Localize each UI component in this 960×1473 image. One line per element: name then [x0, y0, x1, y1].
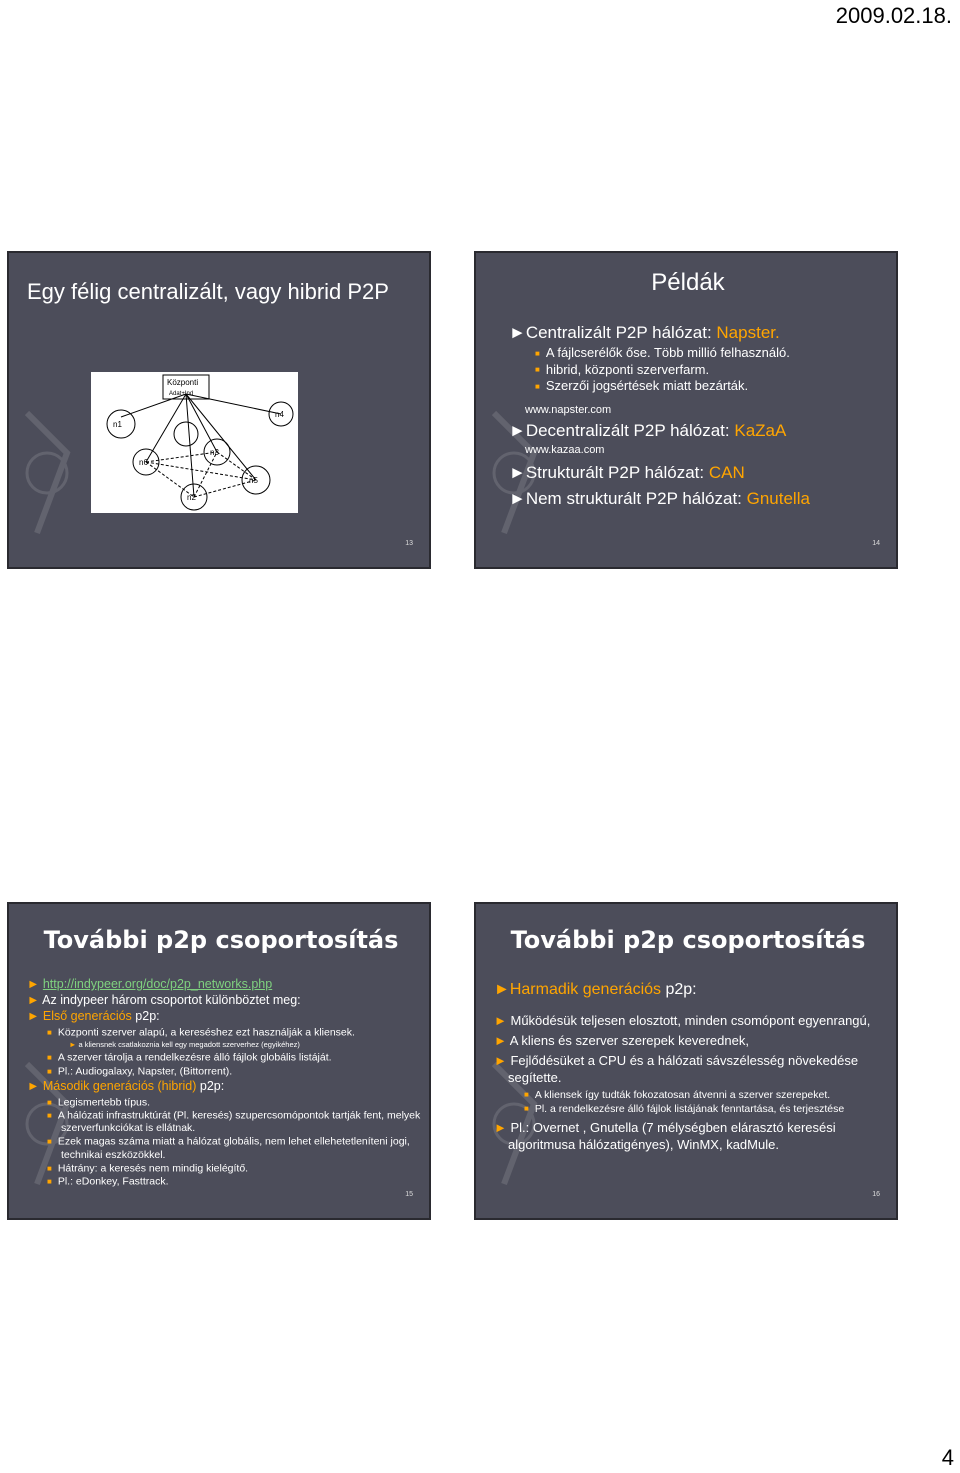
node-label: n1 [113, 420, 122, 429]
list-item: ►Centralizált P2P hálózat: Napster. [509, 323, 780, 342]
arrow-bullet-icon: ► [27, 1009, 43, 1023]
square-bullet-icon: ■ [47, 1163, 52, 1173]
list-subitem: ■ Központi szerver alapú, a kereséshez ezt használják a kliensek. [47, 1026, 355, 1039]
node-label: n6 [139, 458, 148, 467]
square-bullet-icon: ■ [47, 1066, 52, 1076]
arrow-bullet-icon: ► [27, 1078, 43, 1093]
list-subitem: ■ A fájlcserélők őse. Több millió felhasználó. [535, 345, 790, 360]
list-item: ►Nem strukturált P2P hálózat: Gnutella [509, 488, 810, 508]
arrow-bullet-icon: ► [509, 462, 526, 482]
arrow-bullet-icon: ► [509, 488, 526, 508]
arrow-bullet-icon: ► [494, 1053, 511, 1068]
square-bullet-icon: ■ [47, 1137, 52, 1147]
square-bullet-icon: ■ [47, 1111, 52, 1121]
list-item: ► Pl.: Overnet , Gnutella (7 mélységben elárasztó keresési algoritmusa hálózatigényes), WinMX, kadMule. [494, 1120, 836, 1153]
arrow-bullet-icon: ► [27, 993, 43, 1007]
server-label: Központi [167, 378, 199, 387]
list-item: ► A kliens és szerver szerepek keverednek, [494, 1033, 749, 1048]
slide-14 [474, 251, 898, 569]
list-subitem: ■ Pl. a rendelkezésre álló fájlok listájának fenntartása, és terjesztése [524, 1103, 845, 1116]
list-subitem: ■ Pl.: Audiogalaxy, Napster, (Bittorrent). [47, 1064, 233, 1077]
square-bullet-icon: ■ [535, 381, 540, 391]
list-subitem: ■ Pl.: eDonkey, Fasttrack. [47, 1175, 169, 1188]
list-subitem: ■ A hálózati infrastruktúrát (Pl. keresés) szupercsomópontok tartják fent, melyek szerverfunkciókat is ellátnak. [47, 1109, 421, 1135]
square-bullet-icon: ■ [524, 1104, 529, 1114]
slide-number: 14 [872, 540, 880, 547]
square-bullet-icon: ■ [47, 1053, 52, 1063]
slide-16 [474, 902, 898, 1220]
list-item: ►Harmadik generációs p2p: [494, 981, 697, 998]
indypeer-link[interactable]: http://indypeer.org/doc/p2p_networks.php [42, 977, 273, 991]
list-subitem: ■ Ezek magas száma miatt a hálózat globális, nem lehet ellehetetleníteni jogi, technikai eszközökkel. [47, 1135, 410, 1161]
arrow-bullet-icon: ► [494, 1013, 511, 1028]
node-label: n4 [275, 410, 284, 419]
arrow-bullet-icon: ► [27, 977, 43, 991]
list-item: ► Második generációs (hibrid) p2p: [27, 1078, 225, 1093]
slide-number: 16 [872, 1191, 880, 1198]
list-item: ► Első generációs p2p: [27, 1009, 160, 1023]
arrow-bullet-icon: ► [509, 323, 526, 342]
date-header: 2009.02.18. [835, 3, 952, 28]
slide-title: További p2p csoportosítás [43, 926, 399, 954]
list-item [27, 976, 427, 992]
list-subitem: ■ A szerver tárolja a rendelkezésre álló fájlok globális listáját. [47, 1051, 332, 1064]
slide-13 [7, 251, 431, 569]
list-subsubitem: ► a kliensnek csatlakoznia kell egy megadott szerverhez (egyikéhez) [69, 1040, 300, 1050]
node-label: n5 [249, 476, 258, 485]
list-subitem: ■ Legismertebb típus. [47, 1096, 151, 1109]
slide-title: Egy félig centralizált, vagy hibrid P2P [27, 279, 389, 304]
list-item: ►Decentralizált P2P hálózat: KaZaA [509, 420, 787, 440]
square-bullet-icon: ■ [47, 1097, 52, 1107]
list-item: ► Az indypeer három csoportot különböztet meg: [27, 993, 301, 1007]
url-text: www.kazaa.com [525, 443, 605, 456]
square-bullet-icon: ■ [524, 1090, 529, 1100]
square-bullet-icon: ■ [535, 365, 540, 375]
slide-title: Példák [651, 269, 725, 296]
node-label: n3 [210, 448, 219, 457]
square-bullet-icon: ■ [47, 1028, 52, 1037]
network-diagram [91, 372, 298, 513]
square-bullet-icon: ■ [47, 1176, 52, 1186]
server-sublabel: Adat+Ind [169, 391, 194, 397]
slide-number: 13 [405, 540, 413, 547]
list-subitem: ■ Szerzői jogsértések miatt bezárták. [535, 378, 749, 394]
hybrid-p2p-diagram [91, 372, 298, 513]
arrow-bullet-icon: ► [494, 1033, 510, 1048]
list-item: ►Strukturált P2P hálózat: CAN [509, 462, 745, 482]
slide-number: 15 [405, 1191, 413, 1198]
arrow-bullet-icon: ► [494, 1120, 511, 1136]
list-subitem: ■ hibrid, központi szerverfarm. [535, 361, 710, 377]
arrow-bullet-icon: ► [494, 981, 510, 998]
square-bullet-icon: ■ [535, 348, 540, 358]
list-subitem: ■ Hátrány: a keresés nem mindig kielégítő. [47, 1161, 249, 1174]
list-subitem: ■ A kliensek így tudták fokozatosan átvenni a szerver szerepeket. [524, 1089, 831, 1101]
list-item: ► Fejlődésüket a CPU és a hálózati sávszélesség növekedése segítette. [494, 1053, 859, 1085]
list-item: ► Működésük teljesen elosztott, minden csomópont egyenrangú, [494, 1013, 871, 1028]
page-number: 4 [941, 1445, 954, 1470]
slide-15 [7, 902, 431, 1220]
url-text: www.napster.com [525, 403, 612, 416]
arrow-bullet-icon: ► [69, 1040, 79, 1050]
decor-compass-icon [17, 393, 77, 543]
arrow-bullet-icon: ► [509, 420, 526, 440]
slide-title: További p2p csoportosítás [510, 926, 866, 954]
node-label: n2 [187, 493, 196, 502]
